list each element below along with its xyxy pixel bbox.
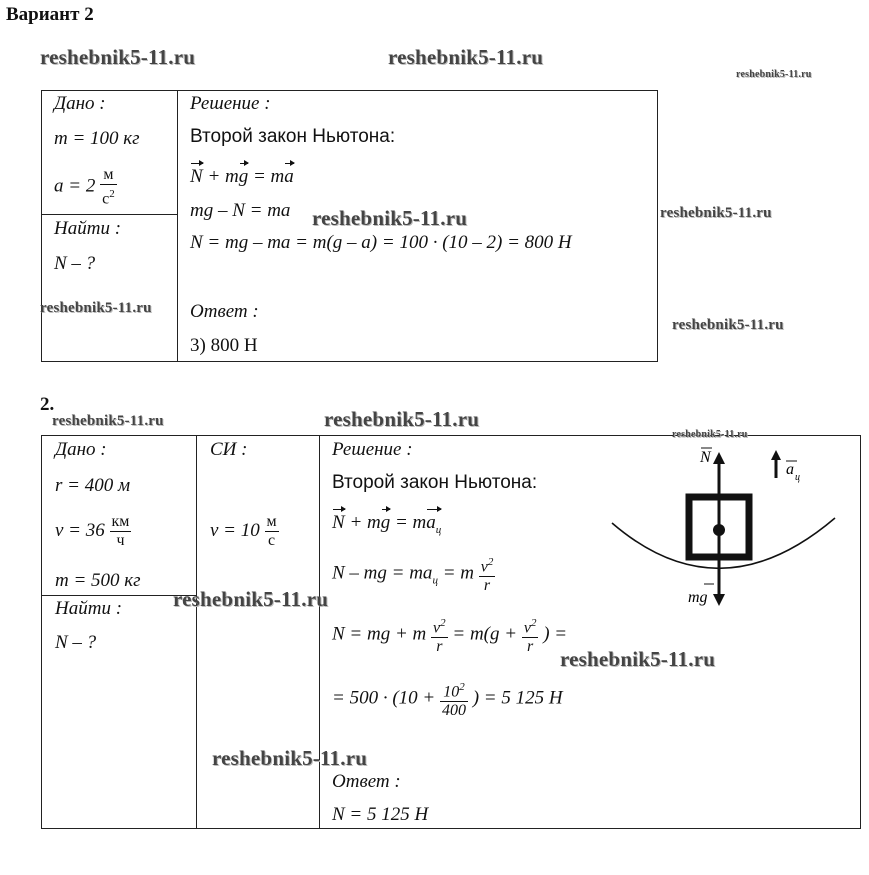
task2-eq2 [332,553,495,595]
diagram-N-label: N [700,449,711,466]
task2-si-speed-unit [265,513,279,550]
task2-eq2-frac-num [479,553,496,577]
watermark-2: reshebnik5-11.ru [388,45,544,69]
diagram-a-label: a [786,461,794,478]
task2-find: N – ? [55,632,97,653]
task1-vector-equation [190,166,294,188]
task1-mass: m = 100 кг [54,128,140,149]
watermark-11: reshebnik5-11.ru [173,587,329,611]
variant-title: Вариант 2 [6,4,94,25]
task2-eq2-frac-sup: 2 [487,556,494,568]
track-arc-icon [612,518,835,568]
task2-vec-a-sub: ц [435,523,442,536]
task1-find-label: Найти : [54,218,122,239]
task1-given-divider [41,214,177,215]
watermark-12: reshebnik5-11.ru [560,647,716,671]
watermark-5: reshebnik5-11.ru [660,205,772,221]
watermark-7: reshebnik5-11.ru [672,317,784,333]
task2-eq2-mid: = m [437,562,474,584]
task1-answer-label: Ответ : [190,301,259,322]
task2-vec-N: N [332,512,345,533]
task2-eq3-frac1-v: v [433,619,441,637]
task2-law: Второй закон Ньютона: [332,472,538,493]
task2-answer-label: Ответ : [332,771,401,792]
task1-divider [177,90,178,361]
task2-radius: r = 400 м [55,475,131,496]
task2-eq2-frac-den: r [483,577,491,595]
task2-vec-a-text: a [426,512,436,533]
task2-vec-a [426,512,441,536]
task1-vec-eq: = m [248,166,285,187]
task1-law: Второй закон Ньютона: [190,126,396,147]
task2-eq3-frac1 [431,614,448,656]
task2-eq4-frac-sup: 2 [459,681,465,693]
task2-given-label: Дано : [55,439,107,460]
task2-speed-unit-num: км [111,513,130,530]
watermark-3: reshebnik5-11.ru [736,69,812,80]
task1-accel-value: a = 2 [54,175,96,197]
task2-eq4-frac [440,678,468,720]
task2-eq3-right: ) = [543,623,568,645]
task1-answer: 3) 800 Н [190,335,258,356]
task1-find: N – ? [54,253,96,274]
task2-solution-label: Решение : [332,439,413,460]
task2-eq3-mid: = m(g + [452,623,518,645]
task2-eq3-frac2-num [522,614,539,638]
task2-speed-unit [110,513,132,550]
task2-eq3-frac1-num [431,614,448,638]
task2-vector-equation [332,512,441,536]
task1-vec-a: a [284,166,294,187]
gravity-arrowhead-icon [713,594,725,606]
task2-eq4-frac-den: 400 [441,702,466,720]
task1-vec-N: N [190,166,203,187]
task2-vec-g: g [380,512,391,533]
task2-mass: m = 500 кг [55,570,141,591]
task2-eq4-frac-num [440,678,468,702]
task1-vec-g: g [238,166,249,187]
watermark-10: reshebnik5-11.ru [672,429,748,440]
task2-eq3-frac2-den: r [527,638,534,656]
task2-speed [55,513,131,550]
task1-solution-label: Решение : [190,93,271,114]
watermark-8: reshebnik5-11.ru [52,413,164,429]
task2-eq2-left: N – mg = ma [332,562,433,584]
watermark-6: reshebnik5-11.ru [40,300,152,316]
task2-vec-eq: = m [390,512,427,533]
task2-eq3-frac2-sup: 2 [530,617,537,629]
task2-eq3-frac2-v: v [523,619,531,637]
task2-eq4-right: ) = 5 125 Н [472,687,563,709]
task1-accel-unit-den [100,185,117,208]
task1-accel-unit-num: м [100,166,117,185]
task2-eq3-frac1-sup: 2 [440,617,446,629]
task2-divider-1 [196,435,197,828]
task2-si-label: СИ : [210,439,248,460]
diagram-a-sub: ц [795,472,800,483]
task2-si-speed-value: v = 10 [210,519,260,541]
task2-find-label: Найти : [55,598,123,619]
task1-vec-plus: + m [202,166,239,187]
task1-accel [54,166,117,208]
task2-si-speed-unit-den: с [268,532,276,549]
watermark-1: reshebnik5-11.ru [40,45,196,69]
task2-speed-value: v = 36 [55,519,105,541]
watermark-4: reshebnik5-11.ru [312,206,468,230]
task2-si-speed [210,513,279,550]
task2-eq2-sub: ц [432,574,438,587]
task2-eq4 [332,678,563,720]
task2-eq2-frac [479,553,496,595]
task1-accel-unit-den-text: с [102,190,110,208]
task2-vec-plus: + m [344,512,381,533]
watermark-13: reshebnik5-11.ru [212,746,368,770]
task2-eq3 [332,614,567,656]
diagram-mg-label: mg [688,589,708,606]
task2-eq3-frac1-den: r [436,638,443,656]
accel-arrowhead-icon [771,450,781,460]
task2-eq3-left: N = mg + m [332,623,427,645]
task2-speed-unit-den: ч [116,532,125,549]
task2-eq2-frac-v: v [480,558,488,576]
task1-sup-2: 2 [109,188,115,200]
task1-eq2: mg – N = ma [190,200,291,221]
task2-answer: N = 5 125 Н [332,804,429,825]
task1-accel-unit [100,166,117,208]
task2-eq3-frac2 [522,614,539,656]
watermark-9: reshebnik5-11.ru [324,407,480,431]
task2-number: 2. [40,394,55,415]
task2-si-speed-unit-num: м [266,513,277,530]
task2-eq4-left: = 500 · (10 + [332,687,436,709]
task1-eq3: N = mg – ma = m(g – a) = 100 · (10 – 2) = 800 Н [190,232,572,253]
task1-given-label: Дано : [54,93,106,114]
normal-force-arrowhead-icon [713,452,725,464]
task2-eq4-frac-num-text: 10 [443,683,460,701]
force-diagram [600,438,858,613]
